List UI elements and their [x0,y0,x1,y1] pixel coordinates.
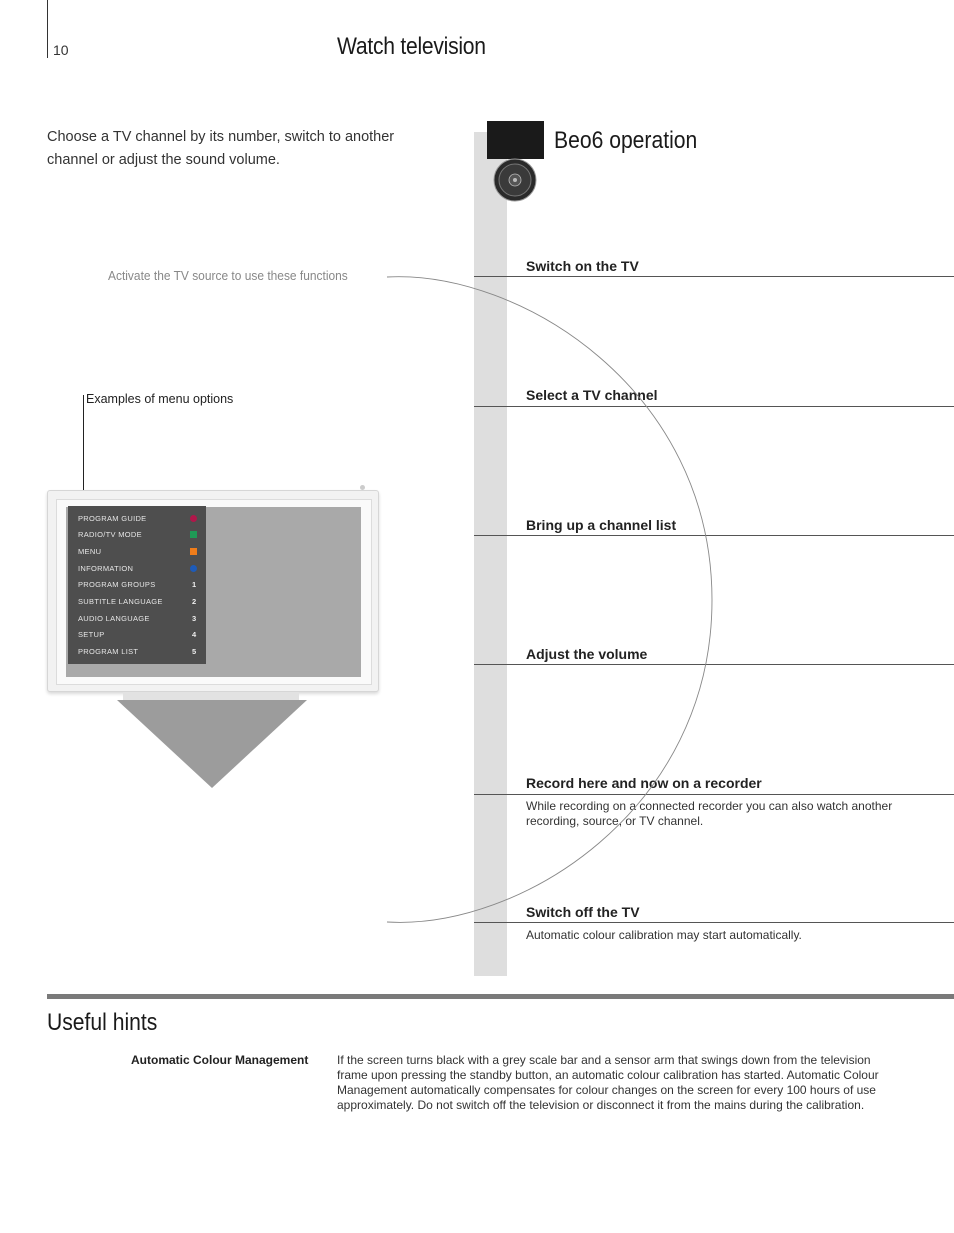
menu-item-radio-tv-mode: RADIO/TV MODE [78,530,142,539]
section-title-switch-off: Switch off the TV [526,904,640,920]
section-title-channel-list: Bring up a channel list [526,517,677,533]
hints-divider-bar [47,994,954,999]
page-number: 10 [53,42,69,58]
blue-button-icon [190,565,197,572]
hints-title: Useful hints [47,1009,158,1036]
green-button-icon [190,531,197,538]
section-title-adjust-volume: Adjust the volume [526,646,648,662]
menu-key: 4 [192,630,197,639]
tv-stand [117,700,307,788]
menu-item-menu: MENU [78,547,102,556]
activate-note: Activate the TV source to use these functions [108,268,348,283]
menu-key: 2 [192,597,197,606]
red-button-icon [190,515,197,522]
tv-stand-base [123,692,299,700]
menu-item-program-guide: PROGRAM GUIDE [78,514,147,523]
beo6-display-block [487,121,544,159]
intro-text: Choose a TV channel by its number, switch to another channel or adjust the sound volume. [47,129,395,168]
tv-frame [47,490,379,692]
section-divider [474,276,954,277]
hint-text: If the screen turns black with a grey scale bar and a sensor arm that swings down from the television frame upon pressing the standby button, an automatic colour calibration has started. Automatic Colour Management automatically compensates for colour changes on the screen for every 100 hours of use approximately. Do not switch off the television or disconnect it from the mains during the calibration. [337,1053,879,1112]
menu-key: 1 [192,580,197,589]
remote-wheel-icon [493,158,537,202]
beo6-side-strip [474,132,507,976]
examples-label: Examples of menu options [86,392,234,406]
menu-item-program-groups: PROGRAM GROUPS [78,580,156,589]
section-title-select-channel: Select a TV channel [526,387,658,403]
tv-menu-overlay [68,506,206,664]
menu-key: 3 [192,614,197,623]
section-divider [474,922,954,923]
menu-item-setup: SETUP [78,630,105,639]
menu-item-program-list: PROGRAM LIST [78,647,139,656]
section-title-record: Record here and now on a recorder [526,775,762,791]
tv-illustration [47,490,377,790]
tv-sensor [360,485,365,490]
section-title-switch-on: Switch on the TV [526,258,639,274]
yellow-button-icon [190,548,197,555]
menu-item-information: INFORMATION [78,564,134,573]
section-body-record: While recording on a connected recorder you can also watch another recording, source, or TV channel. [526,799,893,828]
menu-item-subtitle-language: SUBTITLE LANGUAGE [78,597,163,606]
section-divider [474,794,954,795]
section-divider [474,535,954,536]
margin-rule [47,0,48,58]
page-title: Watch television [337,33,486,60]
hint-label: Automatic Colour Management [131,1053,309,1067]
menu-key: 5 [192,647,197,656]
section-divider [474,406,954,407]
beo6-heading: Beo6 operation [554,127,698,154]
section-divider [474,664,954,665]
section-body-switch-off: Automatic colour calibration may start automatically. [526,928,802,942]
menu-item-audio-language: AUDIO LANGUAGE [78,614,150,623]
